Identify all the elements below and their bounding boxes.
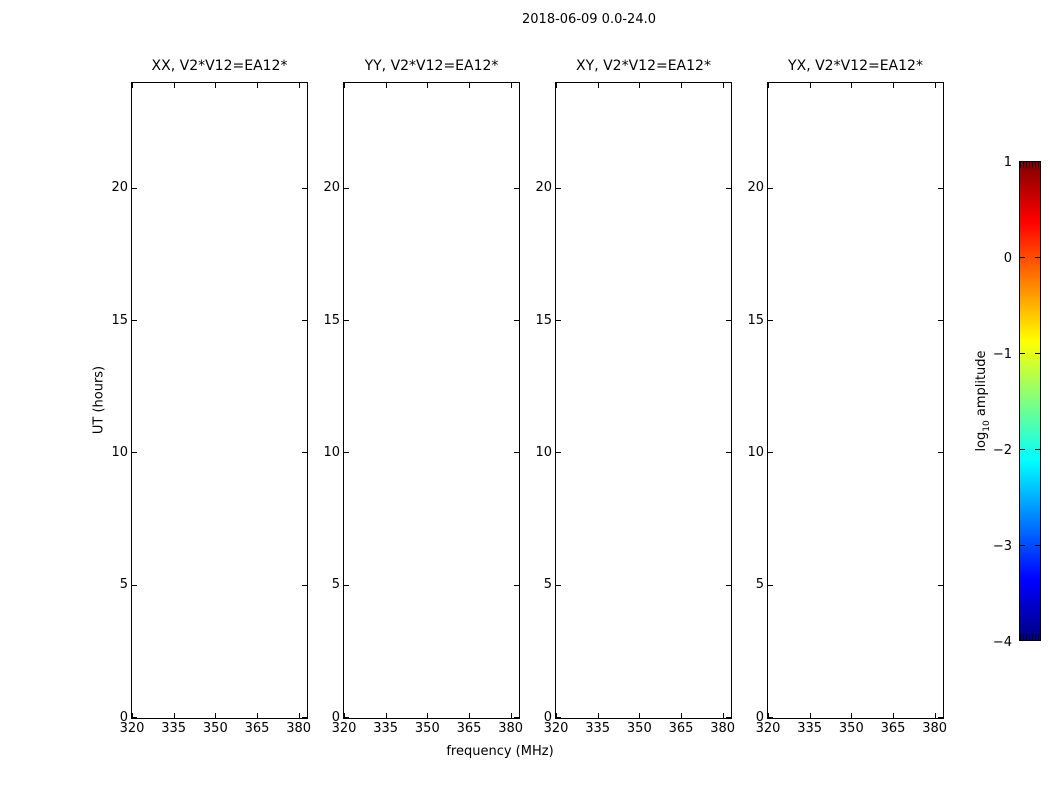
y-tick-mark	[514, 585, 519, 586]
y-tick-label: 20	[111, 180, 128, 196]
y-tick-mark	[302, 585, 307, 586]
x-tick-label: 320	[119, 721, 145, 736]
y-tick-mark	[302, 320, 307, 321]
y-tick-mark	[344, 188, 349, 189]
subplot-title-xx: XX, V2*V12=EA12*	[151, 58, 288, 74]
subplot-yx	[747, 58, 948, 736]
x-tick-label: 350	[202, 721, 228, 736]
y-tick-mark	[344, 320, 349, 321]
x-tick-mark	[639, 83, 640, 88]
colorbar-label-prefix: log	[974, 431, 990, 452]
colorbar-top-hatch	[1020, 162, 1040, 168]
y-tick-label: 5	[755, 577, 764, 593]
x-tick-mark	[681, 83, 682, 88]
y-tick-mark	[726, 452, 731, 453]
x-tick-mark	[386, 83, 387, 88]
x-tick-mark	[174, 83, 175, 88]
x-tick-mark	[810, 83, 811, 88]
y-tick-mark	[556, 585, 561, 586]
x-tick-mark	[893, 83, 894, 88]
y-tick-label: 15	[747, 312, 764, 328]
x-tick-mark	[511, 713, 512, 718]
colorbar-label	[974, 350, 992, 451]
x-tick-mark	[768, 83, 769, 88]
y-tick-mark	[132, 717, 137, 718]
x-tick-label: 320	[331, 721, 357, 736]
y-tick-label: 10	[535, 444, 552, 460]
y-tick-mark	[556, 452, 561, 453]
y-tick-label: 10	[747, 444, 764, 460]
colorbar-tick-label: −1	[992, 346, 1012, 362]
x-tick-mark	[299, 713, 300, 718]
x-tick-mark	[427, 83, 428, 88]
x-tick-mark	[598, 713, 599, 718]
y-tick-mark	[132, 320, 137, 321]
x-tick-mark	[511, 83, 512, 88]
x-tick-mark	[132, 83, 133, 88]
subplot-xy	[535, 58, 736, 736]
y-tick-mark	[938, 320, 943, 321]
y-tick-label: 0	[331, 709, 340, 725]
x-tick-mark	[299, 83, 300, 88]
x-tick-label: 365	[668, 721, 694, 736]
x-tick-mark	[344, 83, 345, 88]
y-tick-mark	[938, 717, 943, 718]
y-tick-mark	[302, 188, 307, 189]
y-tick-mark	[556, 188, 561, 189]
subplot-title-yy: YY, V2*V12=EA12*	[364, 58, 499, 74]
y-tick-mark	[556, 320, 561, 321]
y-tick-mark	[514, 188, 519, 189]
y-tick-mark	[344, 452, 349, 453]
x-tick-mark	[215, 713, 216, 718]
colorbar-label-subscript: 10	[981, 420, 992, 432]
y-tick-mark	[726, 188, 731, 189]
y-tick-label: 15	[111, 312, 128, 328]
colorbar-tick-label: −4	[992, 634, 1012, 650]
x-tick-mark	[681, 713, 682, 718]
x-tick-label: 350	[414, 721, 440, 736]
colorbar-gradient	[1019, 161, 1041, 641]
y-tick-label: 5	[543, 577, 552, 593]
x-tick-label: 320	[755, 721, 781, 736]
x-tick-label: 335	[585, 721, 611, 736]
x-tick-mark	[893, 713, 894, 718]
x-tick-mark	[427, 713, 428, 718]
y-tick-label: 20	[535, 180, 552, 196]
x-tick-mark	[639, 713, 640, 718]
x-tick-mark	[723, 713, 724, 718]
y-tick-mark	[132, 188, 137, 189]
x-tick-mark	[386, 713, 387, 718]
y-tick-mark	[938, 585, 943, 586]
y-tick-label: 0	[543, 709, 552, 725]
x-tick-mark	[723, 83, 724, 88]
x-tick-mark	[810, 713, 811, 718]
y-tick-mark	[768, 585, 773, 586]
x-tick-label: 365	[456, 721, 482, 736]
y-tick-label: 15	[535, 312, 552, 328]
x-tick-label: 380	[498, 721, 524, 736]
x-tick-label: 380	[710, 721, 736, 736]
y-tick-label: 5	[119, 577, 128, 593]
x-tick-mark	[174, 713, 175, 718]
y-tick-label: 5	[331, 577, 340, 593]
y-tick-label: 0	[119, 709, 128, 725]
colorbar-tick-mark	[1020, 257, 1025, 258]
x-axis-label: frequency (MHz)	[446, 744, 554, 759]
x-tick-label: 365	[244, 721, 270, 736]
y-tick-label: 20	[323, 180, 340, 196]
x-tick-mark	[935, 83, 936, 88]
x-tick-mark	[851, 713, 852, 718]
y-tick-mark	[344, 585, 349, 586]
x-tick-label: 320	[543, 721, 569, 736]
colorbar-tick-mark	[1035, 449, 1040, 450]
x-tick-mark	[556, 83, 557, 88]
subplot-title-yx: YX, V2*V12=EA12*	[788, 58, 923, 74]
colorbar-label-suffix: amplitude	[974, 350, 990, 421]
x-tick-label: 380	[286, 721, 312, 736]
y-tick-label: 0	[755, 709, 764, 725]
y-tick-mark	[768, 320, 773, 321]
x-tick-label: 335	[797, 721, 823, 736]
x-tick-mark	[469, 83, 470, 88]
y-tick-mark	[938, 452, 943, 453]
x-tick-label: 380	[922, 721, 948, 736]
x-tick-mark	[469, 713, 470, 718]
colorbar-tick-mark	[1035, 257, 1040, 258]
y-tick-mark	[514, 452, 519, 453]
y-tick-mark	[132, 452, 137, 453]
y-tick-mark	[302, 452, 307, 453]
y-tick-label: 20	[747, 180, 764, 196]
y-tick-mark	[514, 717, 519, 718]
y-axis-label: UT (hours)	[91, 365, 107, 435]
x-tick-mark	[598, 83, 599, 88]
subplot-title-xy: XY, V2*V12=EA12*	[576, 58, 711, 74]
x-tick-mark	[257, 83, 258, 88]
y-tick-mark	[132, 585, 137, 586]
colorbar-tick-mark	[1020, 449, 1025, 450]
y-tick-mark	[514, 320, 519, 321]
y-tick-label: 10	[323, 444, 340, 460]
colorbar-tick-label: −2	[992, 442, 1012, 458]
y-tick-mark	[726, 320, 731, 321]
y-tick-mark	[768, 452, 773, 453]
colorbar-bottom-hatch	[1020, 634, 1040, 640]
x-tick-mark	[851, 83, 852, 88]
x-tick-label: 350	[838, 721, 864, 736]
y-tick-mark	[938, 188, 943, 189]
x-tick-label: 350	[626, 721, 652, 736]
y-tick-mark	[726, 585, 731, 586]
colorbar-tick-mark	[1020, 545, 1025, 546]
y-tick-mark	[726, 717, 731, 718]
x-tick-label: 335	[161, 721, 187, 736]
y-tick-label: 15	[323, 312, 340, 328]
y-tick-mark	[556, 717, 561, 718]
y-tick-mark	[344, 717, 349, 718]
x-tick-mark	[935, 713, 936, 718]
y-tick-mark	[768, 717, 773, 718]
colorbar-tick-label: −3	[992, 538, 1012, 554]
colorbar-tick-label: 0	[1003, 250, 1012, 266]
x-tick-label: 335	[373, 721, 399, 736]
y-tick-label: 10	[111, 444, 128, 460]
y-tick-mark	[768, 188, 773, 189]
subplot-xx	[111, 58, 312, 736]
colorbar-tick-mark	[1035, 545, 1040, 546]
x-tick-mark	[257, 713, 258, 718]
x-tick-label: 365	[880, 721, 906, 736]
subplot-yy	[323, 58, 524, 736]
colorbar-tick-label: 1	[1003, 154, 1012, 170]
y-tick-mark	[302, 717, 307, 718]
colorbar-tick-mark	[1035, 353, 1040, 354]
x-tick-mark	[215, 83, 216, 88]
figure-title: 2018-06-09 0.0-24.0	[522, 12, 656, 27]
colorbar-tick-mark	[1020, 353, 1025, 354]
